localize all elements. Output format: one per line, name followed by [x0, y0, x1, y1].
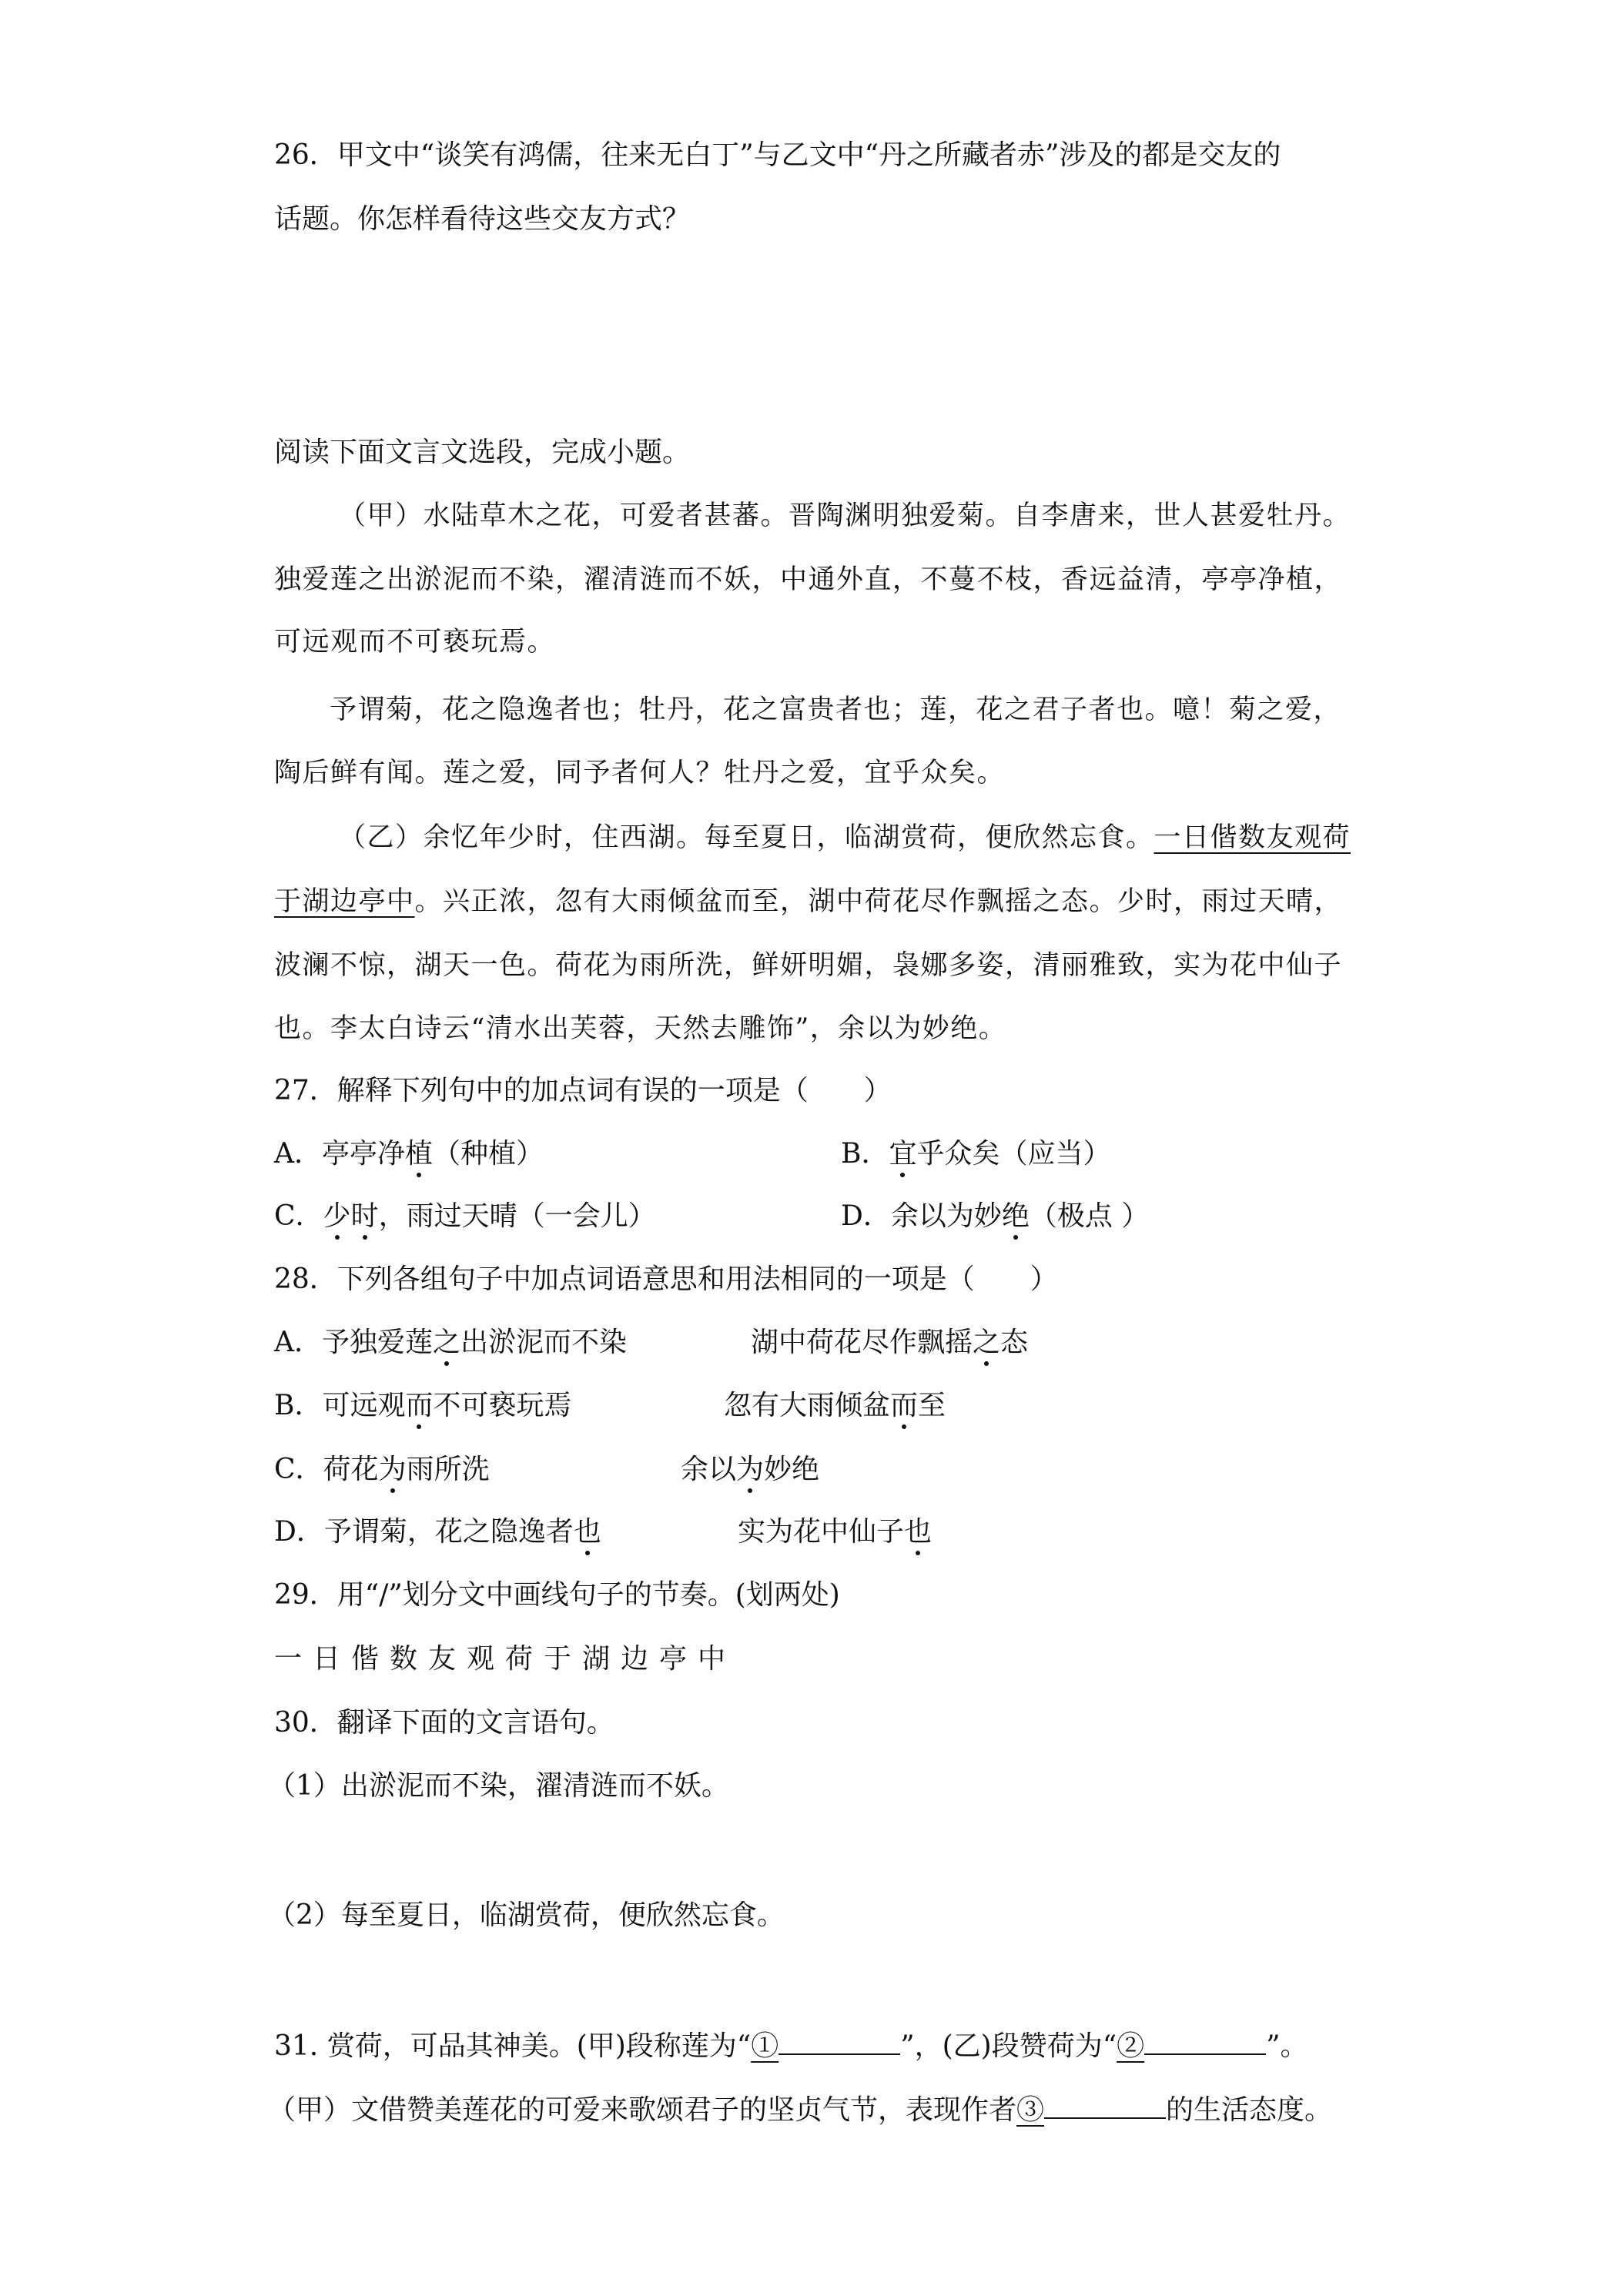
dotted-word: 而 — [405, 1390, 434, 1421]
q31-line-2 — [268, 2094, 1332, 2127]
passage-jia-p2-line-2: 陶后鲜有闻。莲之爱，同予者何人？牡丹之爱，宜乎众矣。 — [274, 758, 1006, 788]
dotted-word: 之 — [433, 1327, 461, 1358]
option-text: D．予谓菊，花之隐逸者 — [274, 1516, 574, 1548]
dotted-word: 植 — [405, 1138, 434, 1170]
option-text: 雨所洗 — [406, 1454, 490, 1485]
dotted-char: 时 — [350, 1200, 379, 1232]
option-text: B．可远观 — [274, 1390, 406, 1421]
dotted-word-group — [323, 1200, 379, 1232]
dotted-word: 为 — [378, 1454, 407, 1485]
q27-stem: 27．解释下列句中的加点词有误的一项是（ ） — [274, 1075, 892, 1106]
q31-line-1 — [274, 2030, 1308, 2063]
dotted-word: 绝 — [1001, 1200, 1030, 1232]
q26-line-1: 26．甲文中“谈笑有鸿儒，往来无白丁”与乙文中“丹之所藏者赤”涉及的都是交友的 — [274, 139, 1281, 171]
q28-option-b-right — [724, 1389, 946, 1423]
q26-line-2: 话题。你怎样看待这些交友方式？ — [274, 203, 691, 235]
option-text: （极点 ） — [1029, 1200, 1150, 1232]
answer-blank-3[interactable] — [1044, 2094, 1166, 2119]
dotted-word: 宜 — [889, 1138, 917, 1170]
passage-jia-p1-line-1: （甲）水陆草木之花，可爱者甚蕃。晋陶渊明独爱菊。自李唐来，世人甚爱牡丹。 — [339, 500, 1351, 531]
option-text: A．予独爱莲 — [274, 1327, 433, 1358]
option-text: 乎众矣（应当） — [916, 1138, 1111, 1170]
blank-marker-3: ③ — [1016, 2094, 1045, 2126]
option-text: C． — [274, 1200, 323, 1232]
q31-text: 31. 赏荷，可品其神美。(甲)段称莲为“ — [274, 2030, 752, 2062]
passage-yi-line-3: 波澜不惊，湖天一色。荷花为雨所洗，鲜妍明媚，袅娜多姿，清丽雅致，实为花中仙子 — [274, 950, 1343, 981]
dotted-word: 之 — [973, 1327, 1001, 1358]
underlined-sentence-part-1: 一日偕数友观荷 — [1154, 822, 1351, 853]
option-text: B． — [841, 1138, 889, 1170]
q27-option-b[interactable] — [841, 1137, 1111, 1171]
q28-option-b-left[interactable] — [274, 1389, 572, 1423]
option-text: （种植） — [433, 1138, 544, 1170]
q28-option-c-left[interactable] — [274, 1453, 490, 1487]
answer-blank-2[interactable] — [1144, 2030, 1266, 2055]
dotted-char: 少 — [323, 1200, 351, 1232]
dotted-word: 也 — [573, 1516, 601, 1548]
q28-option-c-right — [681, 1453, 819, 1487]
answer-blank-1[interactable] — [779, 2030, 900, 2055]
q31-text: （甲）文借赞美莲花的可爱来歌颂君子的坚贞气节，表现作者 — [268, 2094, 1017, 2126]
q27-option-c[interactable] — [274, 1200, 656, 1233]
q28-stem: 28．下列各组句子中加点词语意思和用法相同的一项是（ ） — [274, 1263, 1058, 1295]
option-text: A．亭亭净 — [274, 1138, 405, 1170]
underlined-sentence-part-2: 于湖边亭中 — [274, 886, 415, 917]
option-text: 湖中荷花尽作飘摇 — [751, 1327, 973, 1358]
q28-option-a-right — [751, 1326, 1028, 1360]
option-text: C．荷花 — [274, 1454, 379, 1485]
passage-yi-line-2-text: 。兴正浓，忽有大雨倾盆而至，湖中荷花尽作飘摇之态。少时，雨过天晴， — [414, 886, 1343, 917]
q28-option-d-right — [738, 1515, 932, 1549]
q28-option-d-left[interactable] — [274, 1515, 601, 1549]
passage-yi-line-1-text: （乙）余忆年少时，住西湖。每至夏日，临湖赏荷，便欣然忘食。 — [339, 822, 1154, 853]
q27-option-a[interactable] — [274, 1137, 544, 1171]
q27-option-d[interactable] — [841, 1200, 1149, 1233]
q31-text: ”。 — [1266, 2030, 1308, 2062]
blank-marker-1: ① — [751, 2030, 779, 2062]
q30-item-2: （2）每至夏日，临湖赏荷，便欣然忘食。 — [268, 1899, 785, 1931]
q30-stem: 30．翻译下面的文言语句。 — [274, 1707, 614, 1739]
q29-stem: 29．用“/”划分文中画线句子的节奏。(划两处) — [274, 1579, 840, 1611]
passage-jia-p2-line-1: 予谓菊，花之隐逸者也；牡丹，花之富贵者也；莲，花之君子者也。噫！菊之爱， — [330, 694, 1342, 725]
option-text: 妙绝 — [764, 1454, 820, 1485]
passage-yi-line-1 — [339, 821, 1351, 855]
passage-yi-line-2 — [274, 885, 1342, 919]
option-text: ，雨过天晴（一会儿） — [378, 1200, 656, 1232]
option-text: 出淤泥而不染 — [460, 1327, 628, 1358]
q30-item-1: （1）出淤泥而不染，濯清涟而不妖。 — [268, 1770, 729, 1802]
dotted-word: 也 — [904, 1516, 933, 1548]
dotted-word: 而 — [890, 1390, 919, 1421]
option-text: 忽有大雨倾盆 — [724, 1390, 891, 1421]
passage-yi-line-4: 也。李太白诗云“清水出芙蓉，天然去雕饰”，余以为妙绝。 — [274, 1013, 1007, 1044]
option-text: 余以 — [681, 1454, 737, 1485]
reading-instruction: 阅读下面文言文选段，完成小题。 — [274, 437, 691, 468]
blank-marker-2: ② — [1117, 2030, 1145, 2062]
passage-jia-p1-line-2: 独爱莲之出淤泥而不染，濯清涟而不妖，中通外直，不蔓不枝，香远益清，亭亭净植， — [274, 564, 1343, 595]
option-text: 至 — [918, 1390, 946, 1421]
option-text: 实为花中仙子 — [738, 1516, 905, 1548]
q31-text: 的生活态度。 — [1166, 2094, 1333, 2126]
option-text: 不可亵玩焉 — [433, 1390, 572, 1421]
passage-jia-p1-line-3: 可远观而不可亵玩焉。 — [274, 627, 556, 658]
q28-option-a-left[interactable] — [274, 1326, 627, 1360]
q31-text: ”，(乙)段赞荷为“ — [900, 2030, 1117, 2062]
option-text: 态 — [1000, 1327, 1029, 1358]
q29-sentence[interactable]: 一日偕数友观荷于湖边亭中 — [274, 1643, 737, 1675]
option-text: D．余以为妙 — [841, 1200, 1002, 1232]
dotted-word: 为 — [736, 1454, 765, 1485]
